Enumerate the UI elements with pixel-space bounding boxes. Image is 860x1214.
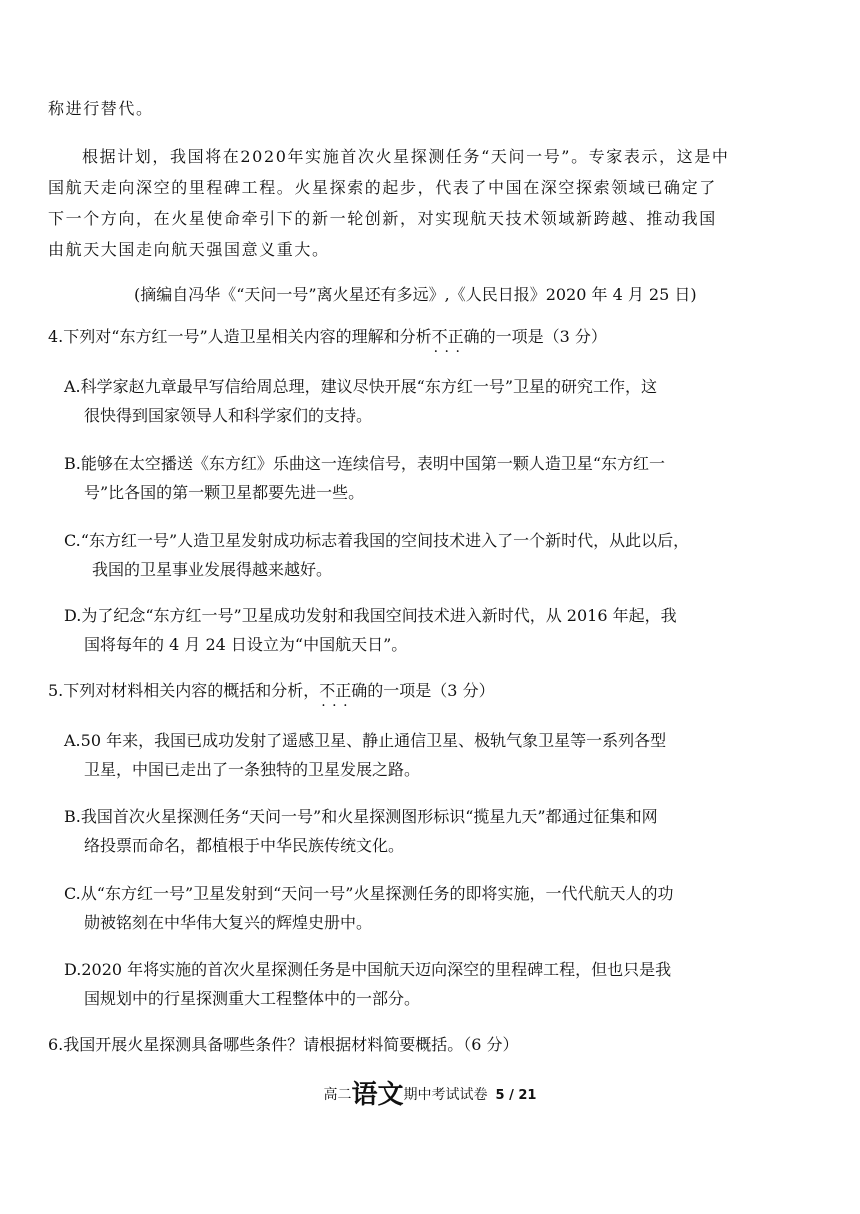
stem-text: 5.下列对材料相关内容的概括和分析， — [48, 681, 320, 700]
q5-option-a-line1: A.50 年来，我国已成功发射了遥感卫星、静止通信卫星、极轨气象卫星等一系列各型 — [64, 731, 667, 750]
paragraph-line: 根据计划，我国将在2020年实施首次火星探测任务“天问一号”。专家表示，这是中 — [82, 147, 730, 166]
emphasis-text: 不正确 · · · — [432, 326, 480, 348]
q4-option-a-line1: A.科学家赵九章最早写信给周总理，建议尽快开展“东方红一号”卫星的研究工作，这 — [64, 377, 658, 396]
question-5-stem — [48, 680, 495, 702]
q5-option-b-line1: B.我国首次火星探测任务“天问一号”和火星探测图形标识“揽星九天”都通过征集和网 — [64, 807, 658, 826]
source-citation: (摘编自冯华《“天问一号”离火星还有多远》,《人民日报》2020 年 4 月 25 日) — [134, 285, 697, 304]
stem-text: 的一项是（3 分） — [367, 681, 495, 700]
q5-option-b-line2: 络投票而命名，都植根于中华民族传统文化。 — [84, 836, 405, 855]
paragraph-line: 由航天大国走向航天强国意义重大。 — [48, 240, 330, 259]
footer-subject: 语文 — [351, 1080, 404, 1110]
page-number: 5 / 21 — [495, 1088, 537, 1103]
q5-option-d-line1: D.2020 年将实施的首次火星探测任务是中国航天迈向深空的里程碑工程，但也只是我 — [64, 960, 672, 979]
stem-text: 的一项是（3 分） — [479, 327, 607, 346]
q5-option-c-line2: 勋被铭刻在中华伟大复兴的辉煌史册中。 — [84, 913, 373, 932]
q4-option-c-line1: C.“东方红一号”人造卫星发射成功标志着我国的空间技术进入了一个新时代，从此以后， — [64, 531, 690, 550]
stem-text: 4.下列对“东方红一号”人造卫星相关内容的理解和分析 — [48, 327, 432, 346]
paragraph-line: 国航天走向深空的里程碑工程。火星探索的起步，代表了中国在深空探索领域已确定了 — [48, 178, 717, 197]
q4-option-d-line2: 国将每年的 4 月 24 日设立为“中国航天日”。 — [84, 635, 408, 654]
q4-option-a-line2: 很快得到国家领导人和科学家们的支持。 — [84, 406, 373, 425]
question-4-stem — [48, 326, 607, 348]
q4-option-c-line2: 我国的卫星事业发展得越来越好。 — [92, 560, 333, 579]
q4-option-b-line1: B.能够在太空播送《东方红》乐曲这一连续信号，表明中国第一颗人造卫星“东方红一 — [64, 454, 666, 473]
emphasis-text: 不正确 · · · — [319, 680, 367, 702]
q5-option-c-line1: C.从“东方红一号”卫星发射到“天问一号”火星探测任务的即将实施，一代代航天人的功 — [64, 884, 674, 903]
footer-grade: 高二 — [323, 1087, 352, 1103]
q4-option-b-line2: 号”比各国的第一颗卫星都要先进一些。 — [84, 483, 365, 502]
question-6-stem: 6.我国开展火星探测具备哪些条件？请根据材料简要概括。（6 分） — [48, 1035, 519, 1054]
q4-option-d-line1: D.为了纪念“东方红一号”卫星成功发射和我国空间技术进入新时代，从 2016 年起，我 — [64, 606, 677, 625]
paragraph-line: 下一个方向，在火星使命牵引下的新一轮创新，对实现航天技术领域新跨越、推动我国 — [48, 209, 717, 228]
page-footer — [0, 1074, 860, 1111]
continuation-line: 称进行替代。 — [48, 99, 154, 118]
q5-option-a-line2: 卫星，中国已走出了一条独特的卫星发展之路。 — [84, 760, 421, 779]
q5-option-d-line2: 国规划中的行星探测重大工程整体中的一部分。 — [84, 989, 421, 1008]
footer-exam: 期中考试试卷 — [403, 1087, 488, 1103]
